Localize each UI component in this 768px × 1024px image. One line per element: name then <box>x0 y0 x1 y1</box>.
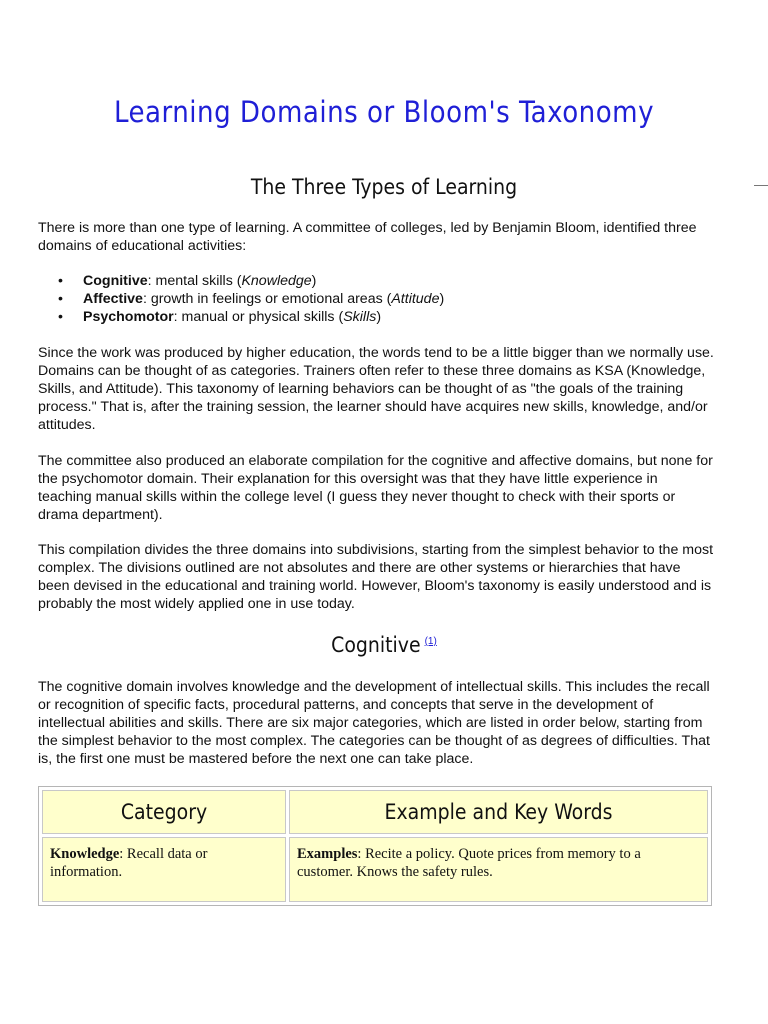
edge-divider <box>754 185 768 186</box>
page-title: Learning Domains or Bloom's Taxonomy <box>113 95 655 129</box>
committee-paragraph: The committee also produced an elaborate compilation for the cognitive and affective domains, but none for the psychomotor domain. Their explanation for this oversight was that they have little experience in teaching manual skills within the college level (I guess they never thought to check with their sports or drama department). <box>38 453 713 523</box>
column-header-category: Category <box>42 790 286 834</box>
cognitive-paragraph: The cognitive domain involves knowledge and the development of intellectual skills. This includes the recall or recognition of specific facts, procedural patterns, and concepts that serve in the development of intellectual abilities and skills. There are six major categories, which are listed in order below, starting from the simplest behavior to the most complex. The categories can be thought of as degrees of difficulties. That is, the first one must be mastered before the next one can take place. <box>38 679 710 767</box>
intro-paragraph: There is more than one type of learning. A committee of colleges, led by Benjamin Bloom, identified three domains of educational activities: <box>38 220 697 254</box>
footnote-link[interactable]: (1) <box>424 636 437 647</box>
section-heading-types: The Three Types of Learning <box>250 175 518 199</box>
category-table <box>38 786 712 906</box>
list-item: • Cognitive: mental skills (Knowledge) <box>38 272 444 290</box>
ksa-paragraph: Since the work was produced by higher education, the words tend to be a little bigger than we normally use. Domains can be thought of as categories. Trainers often refer to these three domains as KSA (Knowledge, Skills, and Attitude). This taxonomy of learning behaviors can be thought of as "the goals of the training process." That is, after the training session, the learner should have acquires new skills, knowledge, and/or attitudes. <box>38 345 714 433</box>
example-cell: Examples: Recite a policy. Quote prices from memory to a customer. Knows the safety rules. <box>289 837 708 902</box>
category-cell: Knowledge: Recall data or information. <box>42 837 286 902</box>
domain-list <box>38 272 444 326</box>
compilation-paragraph: This compilation divides the three domains into subdivisions, starting from the simplest behavior to the most complex. The divisions outlined are not absolutes and there are other systems or hierarchies that have been devised in the educational and training world. However, Bloom's taxonomy is easily understood and is probably the most widely applied one in use today. <box>38 542 714 612</box>
list-item: • Affective: growth in feelings or emotional areas (Attitude) <box>38 290 444 308</box>
table-header-row <box>42 790 708 834</box>
section-heading-cognitive: Cognitive $^{(1)}$ <box>331 633 437 657</box>
column-header-examples: Example and Key Words <box>289 790 708 834</box>
list-item: • Psychomotor: manual or physical skills (Skills) <box>38 308 444 326</box>
table-row <box>42 837 708 902</box>
